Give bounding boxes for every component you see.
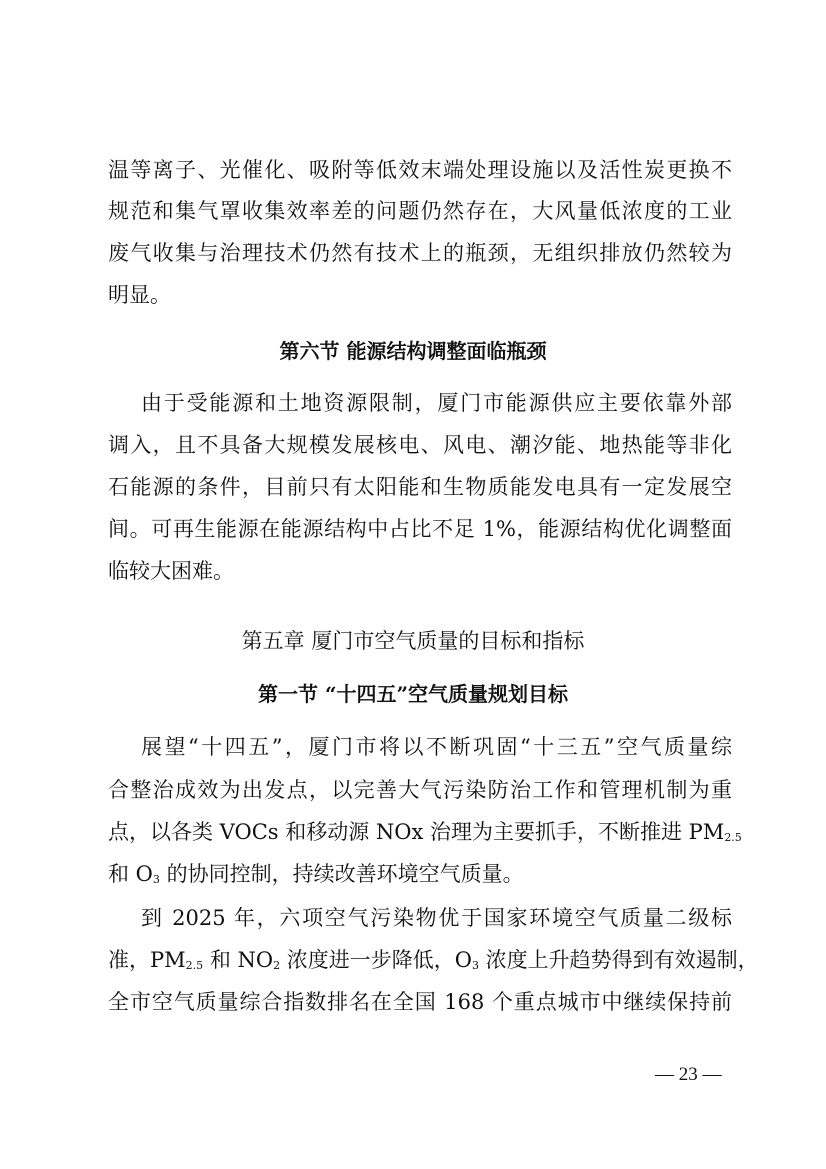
paragraph-line — [108, 987, 732, 1017]
page-number: — 23 — — [655, 1064, 722, 1085]
paragraph-line — [108, 280, 732, 310]
paragraph-line — [108, 238, 732, 268]
paragraph-line — [108, 472, 732, 502]
text-segment: 明显。 — [108, 283, 171, 307]
paragraph-line — [108, 817, 742, 847]
text-segment: 的协同控制，持续改善环境空气质量。 — [159, 862, 524, 886]
subscript-text: 3 — [152, 873, 160, 886]
paragraph-line — [108, 430, 732, 460]
chapter-title: 第五章 厦门市空气质量的目标和指标 — [241, 629, 585, 653]
text-segment: 石能源的条件，目前只有太阳能和生物质能发电具有一定发展空 — [108, 475, 732, 499]
section-title: 第一节 “十四五”空气质量规划目标 — [258, 682, 568, 706]
subscript-text: 2.5 — [185, 959, 204, 972]
subscript-text: 2 — [273, 959, 281, 972]
text-segment: 温等离子、光催化、吸附等低效末端处理设施以及活性炭更换不 — [108, 158, 732, 182]
paragraph-line — [108, 196, 732, 226]
text-segment: 间。可再生能源在能源结构中占比不足 1%，能源结构优化调整面 — [108, 517, 732, 541]
paragraph-line — [141, 388, 732, 418]
paragraph-line — [108, 945, 759, 975]
subscript-text: 3 — [472, 959, 479, 972]
paragraph-line — [108, 775, 732, 805]
text-segment: 浓度上升趋势得到有效遏制， — [479, 948, 759, 972]
paragraph-line — [108, 514, 732, 544]
text-segment: 点，以各类 VOCs 和移动源 NOx 治理为主要抓手，不断推进 PM — [108, 820, 725, 844]
text-segment: 浓度进一步降低，O — [280, 948, 472, 972]
text-segment: 全市空气质量综合指数排名在全国 168 个重点城市中继续保持前 — [108, 990, 732, 1014]
section-title: 第六节 能源结构调整面临瓶颈 — [279, 339, 547, 363]
text-segment: 准，PM — [108, 948, 186, 972]
paragraph-line — [141, 903, 732, 933]
paragraph-line — [141, 732, 732, 762]
subscript-text: 2.5 — [724, 831, 742, 844]
text-segment: 废气收集与治理技术仍然有技术上的瓶颈，无组织排放仍然较为 — [108, 241, 732, 265]
paragraph-line — [108, 859, 732, 889]
text-segment: 和 O — [108, 862, 153, 886]
paragraph-line — [108, 556, 732, 586]
text-segment: 规范和集气罩收集效率差的问题仍然存在，大风量低浓度的工业 — [108, 199, 732, 223]
text-segment: 展望“十四五”，厦门市将以不断巩固“十三五”空气质量综 — [141, 735, 732, 759]
text-segment: 到 2025 年，六项空气污染物优于国家环境空气质量二级标 — [141, 906, 732, 930]
text-segment: 由于受能源和土地资源限制，厦门市能源供应主要依靠外部 — [141, 391, 732, 415]
text-segment: 调入，且不具备大规模发展核电、风电、潮汐能、地热能等非化 — [108, 433, 732, 457]
text-segment: 临较大困难。 — [108, 559, 234, 583]
paragraph-line — [108, 155, 732, 185]
text-segment: 合整治成效为出发点，以完善大气污染防治工作和管理机制为重 — [108, 778, 732, 802]
text-segment: 和 NO — [203, 948, 274, 972]
